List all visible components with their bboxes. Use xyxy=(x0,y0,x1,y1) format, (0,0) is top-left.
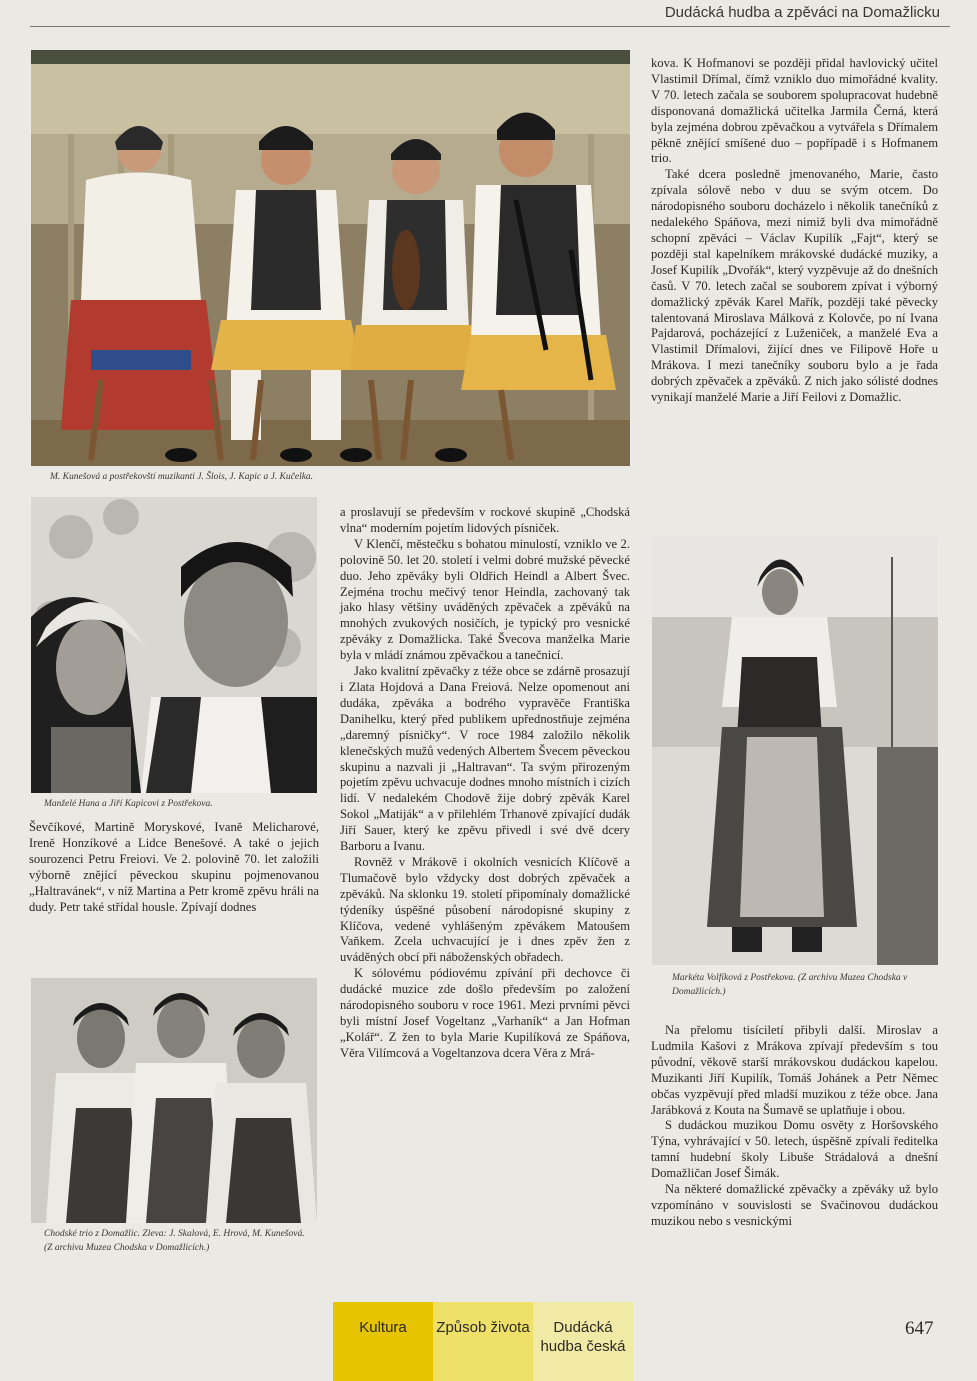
paragraph: Jako kvalitní zpěvačky z téže obce se zdárně prosazují i Zlata Hojdová a Dana Freiová. Nelze opomenout ani dudáka, zpěváka a bodrého vypravěče Františka Danihelku, který před publikem upřednostňuje zejména „daremný písničky“. V roce 1984 založilo několik klenečských mužů vedených Albertem Švecem pěveckou skupinu a nazvali ji „Haltravan“. Ta svým přirozeným pojetím zpěvu uchvacuje dodnes mnoho místních i cizích lidí. V nedalekém Chodově žije dobrý zpěvák Karel Sokol „Matiják“ a v přilehlém Trhanově zpívající dudák Jiří Sauer, který ke zpěvu přivedl i své dvě dcery Barboru a Ivanu. xyxy=(340,664,630,854)
tab-kultura[interactable]: Kultura xyxy=(333,1302,433,1381)
photo-singer-volfikova xyxy=(652,537,938,965)
running-header xyxy=(30,0,950,27)
text-column-middle xyxy=(340,505,630,1062)
paragraph: Také dcera posledně jmenovaného, Marie, často zpívala sólově nebo v duu se svým otcem. Do národopisného souboru docházelo i několik tanečníků z nedalekého Spáňova, mezi nimiž byli dva mimořádně schopní zpěváci – Václav Kupilík „Fajt“, který se později stal kapelníkem mrákovské dudácké muziky, a Josef Kupilík „Dvořák“, který vyzpěvuje až do dnešních časů. V 70. letech začal se souborem zpívat i výborný domažlický zpěvák Karel Mařík, později také pěvecky talentovaná Miroslava Málková z Kolovče, po ní Ivana Pajdarová, pocházející z Luženiček, a manželé Eva a Vlastimil Dřímalovi, žijící dnes ve Filipově Hoře u Mrákova. I mezi tanečníky souboru bylo a je řada dobrých zpěvaček a zpěváků. Z nich jako sólisté dodnes vynikají manželé Marie a Jiří Feilovi z Domažlic. xyxy=(651,167,938,405)
text-column-right-bottom xyxy=(651,1023,938,1230)
page-number: 647 xyxy=(905,1318,934,1339)
paragraph: kova. K Hofmanovi se později přidal havlovický učitel Vlastimil Dřímal, čímž vzniklo duo mimořádné kvality. V 70. letech začala se souborem spolupracovat hudebně disponovaná domažlická učitelka Jarmila Černá, která byla zejména dobrou zpěvačkou a vytvářela s Dřímalem pěkně znějící smíšené duo – popřípadě i s Hofmanem trio. xyxy=(651,56,938,166)
paragraph: Na některé domažlické zpěvačky a zpěváky už bylo vzpomínáno v souvislosti se Svačinovou dudáckou muzikou nebo s vesnickými xyxy=(651,1182,938,1228)
paragraph: a proslavují se především v rockové skupině „Chodská vlna“ moderním pojetím lidových písniček. xyxy=(340,505,630,535)
photo-chodsko-trio xyxy=(31,978,317,1223)
running-header-title: Dudácká hudba a zpěváci na Domažlicku xyxy=(664,4,940,21)
tab-zpusob-zivota[interactable]: Způsob života xyxy=(433,1302,533,1381)
paragraph: Na přelomu tisíciletí přibyli další. Miroslav a Ludmila Kašovi z Mrákova zpívají především s tou původní, věkově starší mrákovskou dudáckou kapelou. Muzikanti Jiří Kupilík, Tomáš Johánek a Petr Němec občas vyzpěvují před mladší muzikou z téže obce. Jana Jarábková z Kouta na Šumavě se uplatňuje i obou. xyxy=(651,1023,938,1117)
caption-photo-2: Manželé Hana a Jiří Kapicovi z Postřekova. xyxy=(44,799,213,809)
caption-photo-4: Markéta Volfíková z Postřekova. (Z archivu Muzea Chodska v Domažlicích.) xyxy=(672,973,908,997)
caption-photo-3: Chodské trio z Domažlic. Zleva: J. Skalová, E. Hrová, M. Kunešová. (Z archivu Muzea Chodska v Domažlicích.) xyxy=(44,1229,305,1253)
text-column-right-top xyxy=(651,56,938,406)
photo-couple-portrait xyxy=(31,497,317,793)
photo-couple-portrait-graphic xyxy=(31,497,317,793)
text-column-left xyxy=(29,820,319,915)
section-tabs xyxy=(333,1302,633,1381)
paragraph: S dudáckou muzikou Domu osvěty z Horšovského Týna, vyhrávající v 50. letech, úspěšně zpívali ředitelka tamní hudební školy Libuše Strádalová a dnešní Domažličan Josef Šimák. xyxy=(651,1118,938,1181)
paragraph: V Klenčí, městečku s bohatou minulostí, vzniklo ve 2. polovině 50. let 20. století i velmi dobré mužské pěvecké duo. Jeho zpěváky byli Oldřich Heindl a Albert Švec. Zejména trochu mečivý tenor Heindla, zachovaný tak jako hlasy většiny uváděných zpěvaček a zpěváků na mnohých zvukových nosičích, je typický pro vesnické zpěváky z Domažlicka. Také Švecova manželka Marie byla v mládí známou zpěvačkou a tanečnicí. xyxy=(340,536,630,663)
tab-dudacka-hudba[interactable]: Dudácká hudba česká xyxy=(533,1302,633,1381)
caption-photo-1: M. Kunešová a postřekovští muzikanti J. Šlois, J. Kapic a J. Kučelka. xyxy=(50,472,314,482)
photo-chodsko-trio-graphic xyxy=(31,978,317,1223)
paragraph: Rovněž v Mrákově i okolních vesnicích Klíčově a Tlumačově bylo vždycky dost dobrých zpěvaček a zpěváků. Na sklonku 19. století připomínaly domažlické týdeníky úspěšné působení národopisné skupiny z Klíčova, vedené vyhlášeným zpěvákem Matoušem Vaňkem. Zcela uchvacující je i dnes zpěv žen z uváděných obcí při náboženských obřadech. xyxy=(340,854,630,965)
photo-musicians-stage xyxy=(31,50,630,466)
paragraph: K sólovému pódiovému zpívání při dechovce či dudácké muzice zde došlo především po založení národopisného souboru v roce 1961. Mezi prvními pěvci byli místní Josef Vogeltanz „Varhaník“ a Jan Hofman „Kolář“. Z žen to byla Marie Kupilíková ze Spáňova, Věra Vilímcová a Vogeltanzova dcera Věra z Mrá- xyxy=(340,966,630,1060)
photo-singer-volfikova-graphic xyxy=(652,537,938,965)
paragraph: Ševčíkové, Martině Moryskové, Ivaně Melicharové, Ireně Honzíkové a Lidce Benešové. A také o jejich sourozenci Petru Freiovi. Ve 2. polovině 70. let založili výborně znějící pěveckou skupinu pojmenovanou „Haltravánek“, v níž Martina a Petr kromě zpěvu hráli na dudy. Petr také střídal housle. Zpívají dodnes xyxy=(29,820,319,914)
photo-musicians-stage-graphic xyxy=(31,50,630,466)
